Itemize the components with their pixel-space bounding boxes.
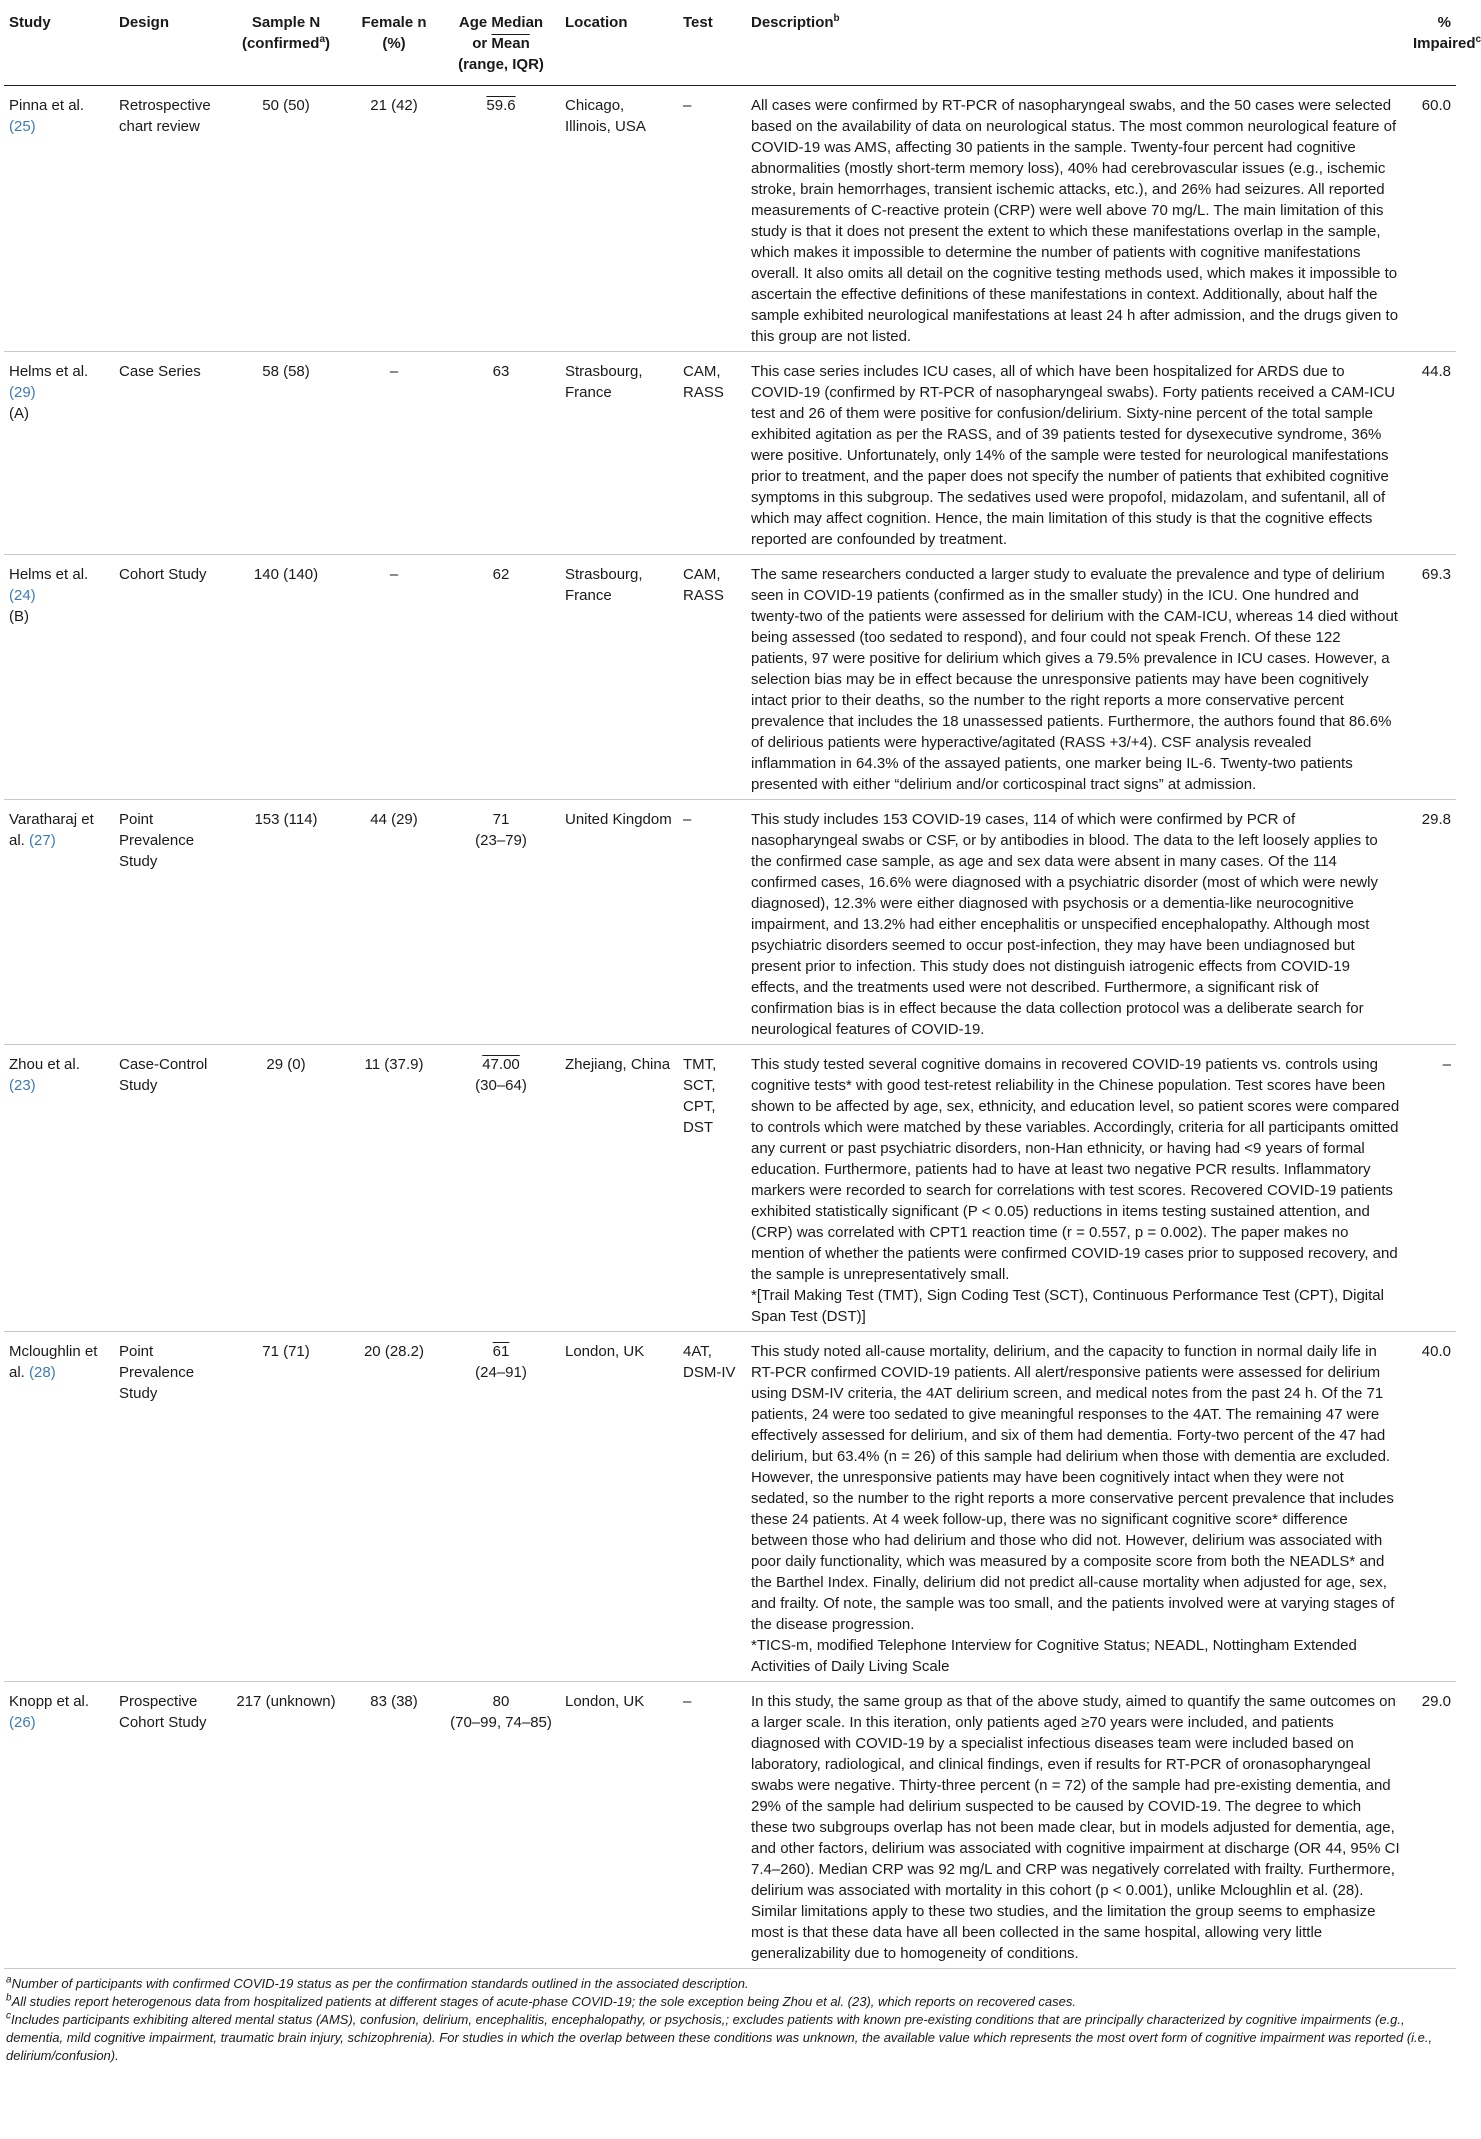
cell-description: This study includes 153 COVID-19 cases, 114 of which were confirmed by PCR of nasopharyngeal swabs or CSF, or by antibodies in blood. The data to the left loosely applies to the confirmed case sample, as age and sex data were absent in many cases. Of the 114 confirmed cases, 16.6% were diagnosed with a psychiatric disorder (most of which were newly diagnosed), 12.3% were either diagnosed with psychosis or a dementia-like neurocognitive impairment, and 13.2% had either encephalitis or unspecified encephalopathy. Although most psychiatric disorders seemed to occur post-infection, they may have been undiagnosed but present prior to infection. This study does not distinguish iatrogenic effects from COVID-19 effects, and the treatments used were not described. Furthermore, a significant risk of confirmation bias is in effect because the data collection protocol was a deliberate search for neurological features of COVID-19. <box>746 800 1408 1045</box>
table-header-row <box>4 6 1456 86</box>
cell-location: Strasbourg, France <box>560 352 678 555</box>
header-description: Description$^b$ <box>746 6 1408 86</box>
description-note: *[Trail Making Test (TMT), Sign Coding Test (SCT), Continuous Performance Test (CPT), Digital Span Test (DST)] <box>751 1287 1384 1325</box>
reference-link[interactable]: (26) <box>9 1714 36 1731</box>
cell-age: 47.00 (30–64) <box>442 1045 560 1332</box>
cell-description: This study tested several cognitive domains in recovered COVID-19 patients vs. controls using cognitive tests* with good test-retest reliability in the Chinese population. Test scores have been shown to be affected by age, sex, ethnicity, and education level, so patient scores were compared to controls which were matched by these variables. Accordingly, criteria for all participants omitted any current or past psychiatric disorders, non-Han ethnicity, or having had <9 years of formal education. Furthermore, patients had to have at least two negative PCR results. Inflammatory markers were recorded to search for correlations with test scores. Recovered COVID-19 patients exhibited statistically significant (P < 0.05) reductions in items testing sustained attention, and (CRP) was correlated with CPT1 reaction time (r = 0.557, p = 0.002). The paper makes no mention of whether the patients were confirmed COVID-19 cases prior to supposed recovery, and the sample is unrepresentatively small. *[Trail Making Test (TMT), Sign Coding Test (SCT), Continuous Performance Test (CPT), Digital Span Test (DST)] <box>746 1045 1408 1332</box>
cell-description: The same researchers conducted a larger study to evaluate the prevalence and type of delirium seen in COVID-19 patients (confirmed as in the smaller study) in the ICU. One hundred and twenty-two of the patients were assessed for delirium with the CAM-ICU, whereas 14 died without being assessed (too sedated to respond), and four could not speak French. Of these 122 patients, 97 were positive for delirium which gives a 79.5% prevalence in ICU cases. However, a selection bias may be in effect because the unresponsive patients may have been cognitively intact prior to their deaths, so the number to the right reports a more conservative percent prevalence that includes the 18 unassessed patients. Furthermore, the authors found that 86.6% of delirious patients were hyperactive/agitated (RASS +3/+4). CSF analysis revealed inflammation in 64.3% of the assayed patients, one marker being IL-6. Twenty-two patients presented with either “delirium and/or corticospinal tract signs” at admission. <box>746 555 1408 800</box>
cell-test: – <box>678 1682 746 1969</box>
header-design: Design <box>114 6 226 86</box>
cell-sample: 153 (114) <box>226 800 346 1045</box>
cell-design: Point Prevalence Study <box>114 800 226 1045</box>
reference-link[interactable]: (25) <box>9 118 36 135</box>
cell-design: Retrospective chart review <box>114 86 226 352</box>
cell-test: CAM, RASS <box>678 555 746 800</box>
header-study: Study <box>4 6 114 86</box>
studies-table <box>4 6 1481 1969</box>
cell-impaired: 29.0 <box>1408 1682 1456 1969</box>
table-row <box>4 1045 1456 1332</box>
cell-description: In this study, the same group as that of the above study, aimed to quantify the same outcomes on a larger scale. In this iteration, only patients aged ≥70 years were included, and patients diagnosed with COVID-19 by a specialist infectious diseases team were included based on laboratory, radiological, and clinical findings, even if results for RT-PCR of oronasopharyngeal swabs were negative. Thirty-three percent (n = 72) of the sample had pre-existing dementia, and 29% of the sample had delirium suspected to be caused by COVID-19. The degree to which these two subgroups overlap has not been made clear, but in models adjusted for dementia, age, and other factors, delirium was associated with cognitive impairment at discharge (OR 44, 95% CI 7.4–260). Median CRP was 92 mg/L and CRP was negatively correlated with frailty. Furthermore, delirium was associated with mortality in this cohort (p < 0.001), unlike Mcloughlin et al. (28). Similar limitations apply to these two studies, and the limitation the group seems to emphasize most is that these data have all been collected in the same hospital, allowing very little generalizability due to homogeneity of conditions. <box>746 1682 1408 1969</box>
cell-female: 44 (29) <box>346 800 442 1045</box>
header-age: Age Median or Mean (range, IQR) <box>442 6 560 86</box>
cell-age: 62 <box>442 555 560 800</box>
cell-test: TMT, SCT, CPT, DST <box>678 1045 746 1332</box>
cell-location: Chicago, Illinois, USA <box>560 86 678 352</box>
footnote-b: $^b$All studies report heterogenous data from hospitalized patients at different stages of acute-phase COVID-19; the sole exception being Zhou et al. (23), which reports on recovered cases. <box>6 1992 1076 2009</box>
cell-study: Pinna et al. (25) <box>4 86 114 352</box>
cell-study: Varatharaj et al. (27) <box>4 800 114 1045</box>
cell-test: – <box>678 86 746 352</box>
cell-impaired: 29.8 <box>1408 800 1456 1045</box>
cell-impaired: 40.0 <box>1408 1332 1456 1682</box>
cell-design: Point Prevalence Study <box>114 1332 226 1682</box>
cell-design: Prospective Cohort Study <box>114 1682 226 1969</box>
cell-study: Mcloughlin et al. (28) <box>4 1332 114 1682</box>
footnote-a: $^a$Number of participants with confirmed COVID-19 status as per the confirmation standards outlined in the associated description. <box>6 1974 749 1991</box>
footnote-c: $^c$Includes participants exhibiting altered mental status (AMS), confusion, delirium, encephalitis, encephalopathy, or psychosis,; excludes patients with known pre-existing conditions that are principally characterized by cognitive impairments (e.g., dementia, mild cognitive impairment, traumatic brain injury, schizophrenia). For studies in which the overlap between these conditions was unknown, the available value which represents the most overt form of cognitive impairment was reported (i.e., delirium/confusion). <box>6 2010 1433 2063</box>
cell-study: Helms et al. (24) (B) <box>4 555 114 800</box>
cell-age: 80 (70–99, 74–85) <box>442 1682 560 1969</box>
reference-link[interactable]: (28) <box>29 1364 56 1381</box>
reference-link[interactable]: (24) <box>9 587 36 604</box>
reference-link[interactable]: (27) <box>29 832 56 849</box>
cell-female: 11 (37.9) <box>346 1045 442 1332</box>
table-footnotes <box>4 1975 1456 2065</box>
table-row <box>4 1332 1456 1682</box>
header-test: Test <box>678 6 746 86</box>
cell-design: Case-Control Study <box>114 1045 226 1332</box>
cell-age: 61 (24–91) <box>442 1332 560 1682</box>
cell-test: – <box>678 800 746 1045</box>
cell-description: All cases were confirmed by RT-PCR of nasopharyngeal swabs, and the 50 cases were selected based on the availability of data on neurological status. The most common neurological feature of COVID-19 was AMS, affecting 30 patients in the sample. Twenty-four percent had cognitive abnormalities (mostly short-term memory loss), 40% had cerebrovascular issues (e.g., ischemic stroke, brain hemorrhages, transient ischemic attacks, etc.), and 26% had seizures. All reported measurements of C-reactive protein (CRP) were well above 70 mg/L. The main limitation of this study is that it does not present the extent to which these manifestations overlap in the sample, which makes it impossible to determine the number of patients with cognitive manifestations overall. It also omits all detail on the cognitive testing methods used, which makes it impossible to ascertain the effective definitions of these manifestations in context. Additionally, about half the sample exhibited neurological manifestations at least 24 h after admission, and the drugs given to this group are not listed. <box>746 86 1408 352</box>
header-location: Location <box>560 6 678 86</box>
reference-link[interactable]: (23) <box>9 1077 36 1094</box>
cell-female: – <box>346 352 442 555</box>
cell-age: 63 <box>442 352 560 555</box>
header-sample: Sample N (confirmed$^a$) <box>226 6 346 86</box>
table-row <box>4 352 1456 555</box>
cell-design: Cohort Study <box>114 555 226 800</box>
cell-female: 20 (28.2) <box>346 1332 442 1682</box>
table-row <box>4 800 1456 1045</box>
cell-location: Strasbourg, France <box>560 555 678 800</box>
table-row <box>4 1682 1456 1969</box>
cell-age: 59.6 <box>442 86 560 352</box>
cell-sample: 71 (71) <box>226 1332 346 1682</box>
table-row <box>4 86 1456 352</box>
cell-impaired: – <box>1408 1045 1456 1332</box>
cell-test: CAM, RASS <box>678 352 746 555</box>
cell-sample: 140 (140) <box>226 555 346 800</box>
cell-location: United Kingdom <box>560 800 678 1045</box>
cell-female: 83 (38) <box>346 1682 442 1969</box>
cell-sample: 217 (unknown) <box>226 1682 346 1969</box>
cell-impaired: 69.3 <box>1408 555 1456 800</box>
table-row <box>4 555 1456 800</box>
cell-design: Case Series <box>114 352 226 555</box>
cell-study: Helms et al. (29) (A) <box>4 352 114 555</box>
cell-description: This study noted all-cause mortality, delirium, and the capacity to function in normal daily life in RT-PCR confirmed COVID-19 patients. All alert/responsive patients were assessed for delirium using DSM-IV criteria, the 4AT delirium screen, and medical notes from the past 24 h. Of the 71 patients, 24 were too sedated to give meaningful responses to the 4AT. The remaining 47 were effectively assessed for delirium, and six of them had dementia. Forty-two percent of the 47 had delirium, but 63.4% (n = 26) of this sample had delirium when those with dementia are excluded. However, the unresponsive patients may have been cognitively intact when they were not sedated, so the number to the right reports a more conservative percent prevalence that includes these 24 patients. At 4 week follow-up, there was no significant cognitive score* difference between those who had delirium and those who did not. However, delirium was associated with poor daily functionality, which was measured by a composite score from both the NEADLS* and the Barthel Index. Finally, delirium did not predict all-cause mortality when adjusted for age, sex, and frailty. Of note, the sample was too small, and the patients involved were at varying stages of the disease progression. *TICS-m, modified Telephone Interview for Cognitive Status; NEADL, Nottingham Extended Activities of Daily Living Scale <box>746 1332 1408 1682</box>
cell-impaired: 44.8 <box>1408 352 1456 555</box>
cell-impaired: 60.0 <box>1408 86 1456 352</box>
reference-link[interactable]: (29) <box>9 384 36 401</box>
description-note: *TICS-m, modified Telephone Interview for Cognitive Status; NEADL, Nottingham Extended Activities of Daily Living Scale <box>751 1637 1357 1675</box>
header-impaired: % Impaired$^c$ <box>1408 6 1456 86</box>
cell-sample: 58 (58) <box>226 352 346 555</box>
cell-location: Zhejiang, China <box>560 1045 678 1332</box>
cell-female: – <box>346 555 442 800</box>
cell-location: London, UK <box>560 1332 678 1682</box>
cell-age: 71 (23–79) <box>442 800 560 1045</box>
cell-study: Zhou et al. (23) <box>4 1045 114 1332</box>
cell-description: This case series includes ICU cases, all of which have been hospitalized for ARDS due to COVID-19 (confirmed by RT-PCR of nasopharyngeal swabs). Forty patients received a CAM-ICU test and 26 of them were positive for confusion/delirium. Sixty-nine percent of the total sample exhibited agitation as per the RASS, and of 39 patients tested for dysexecutive syndrome, 36% were positive. Unfortunately, only 14% of the sample were tested for neurological manifestations prior to treatment, and the paper does not specify the number of patients that exhibited cognitive symptoms in this subgroup. The sedatives used were propofol, midazolam, and sufentanil, all of which may affect cognition. Hence, the main limitation of this study is that the cognitive effects reported are confounded by treatment. <box>746 352 1408 555</box>
cell-sample: 50 (50) <box>226 86 346 352</box>
cell-study: Knopp et al. (26) <box>4 1682 114 1969</box>
cell-sample: 29 (0) <box>226 1045 346 1332</box>
header-female: Female n (%) <box>346 6 442 86</box>
studies-table-page <box>4 6 1481 2065</box>
cell-location: London, UK <box>560 1682 678 1969</box>
cell-female: 21 (42) <box>346 86 442 352</box>
cell-test: 4AT, DSM-IV <box>678 1332 746 1682</box>
